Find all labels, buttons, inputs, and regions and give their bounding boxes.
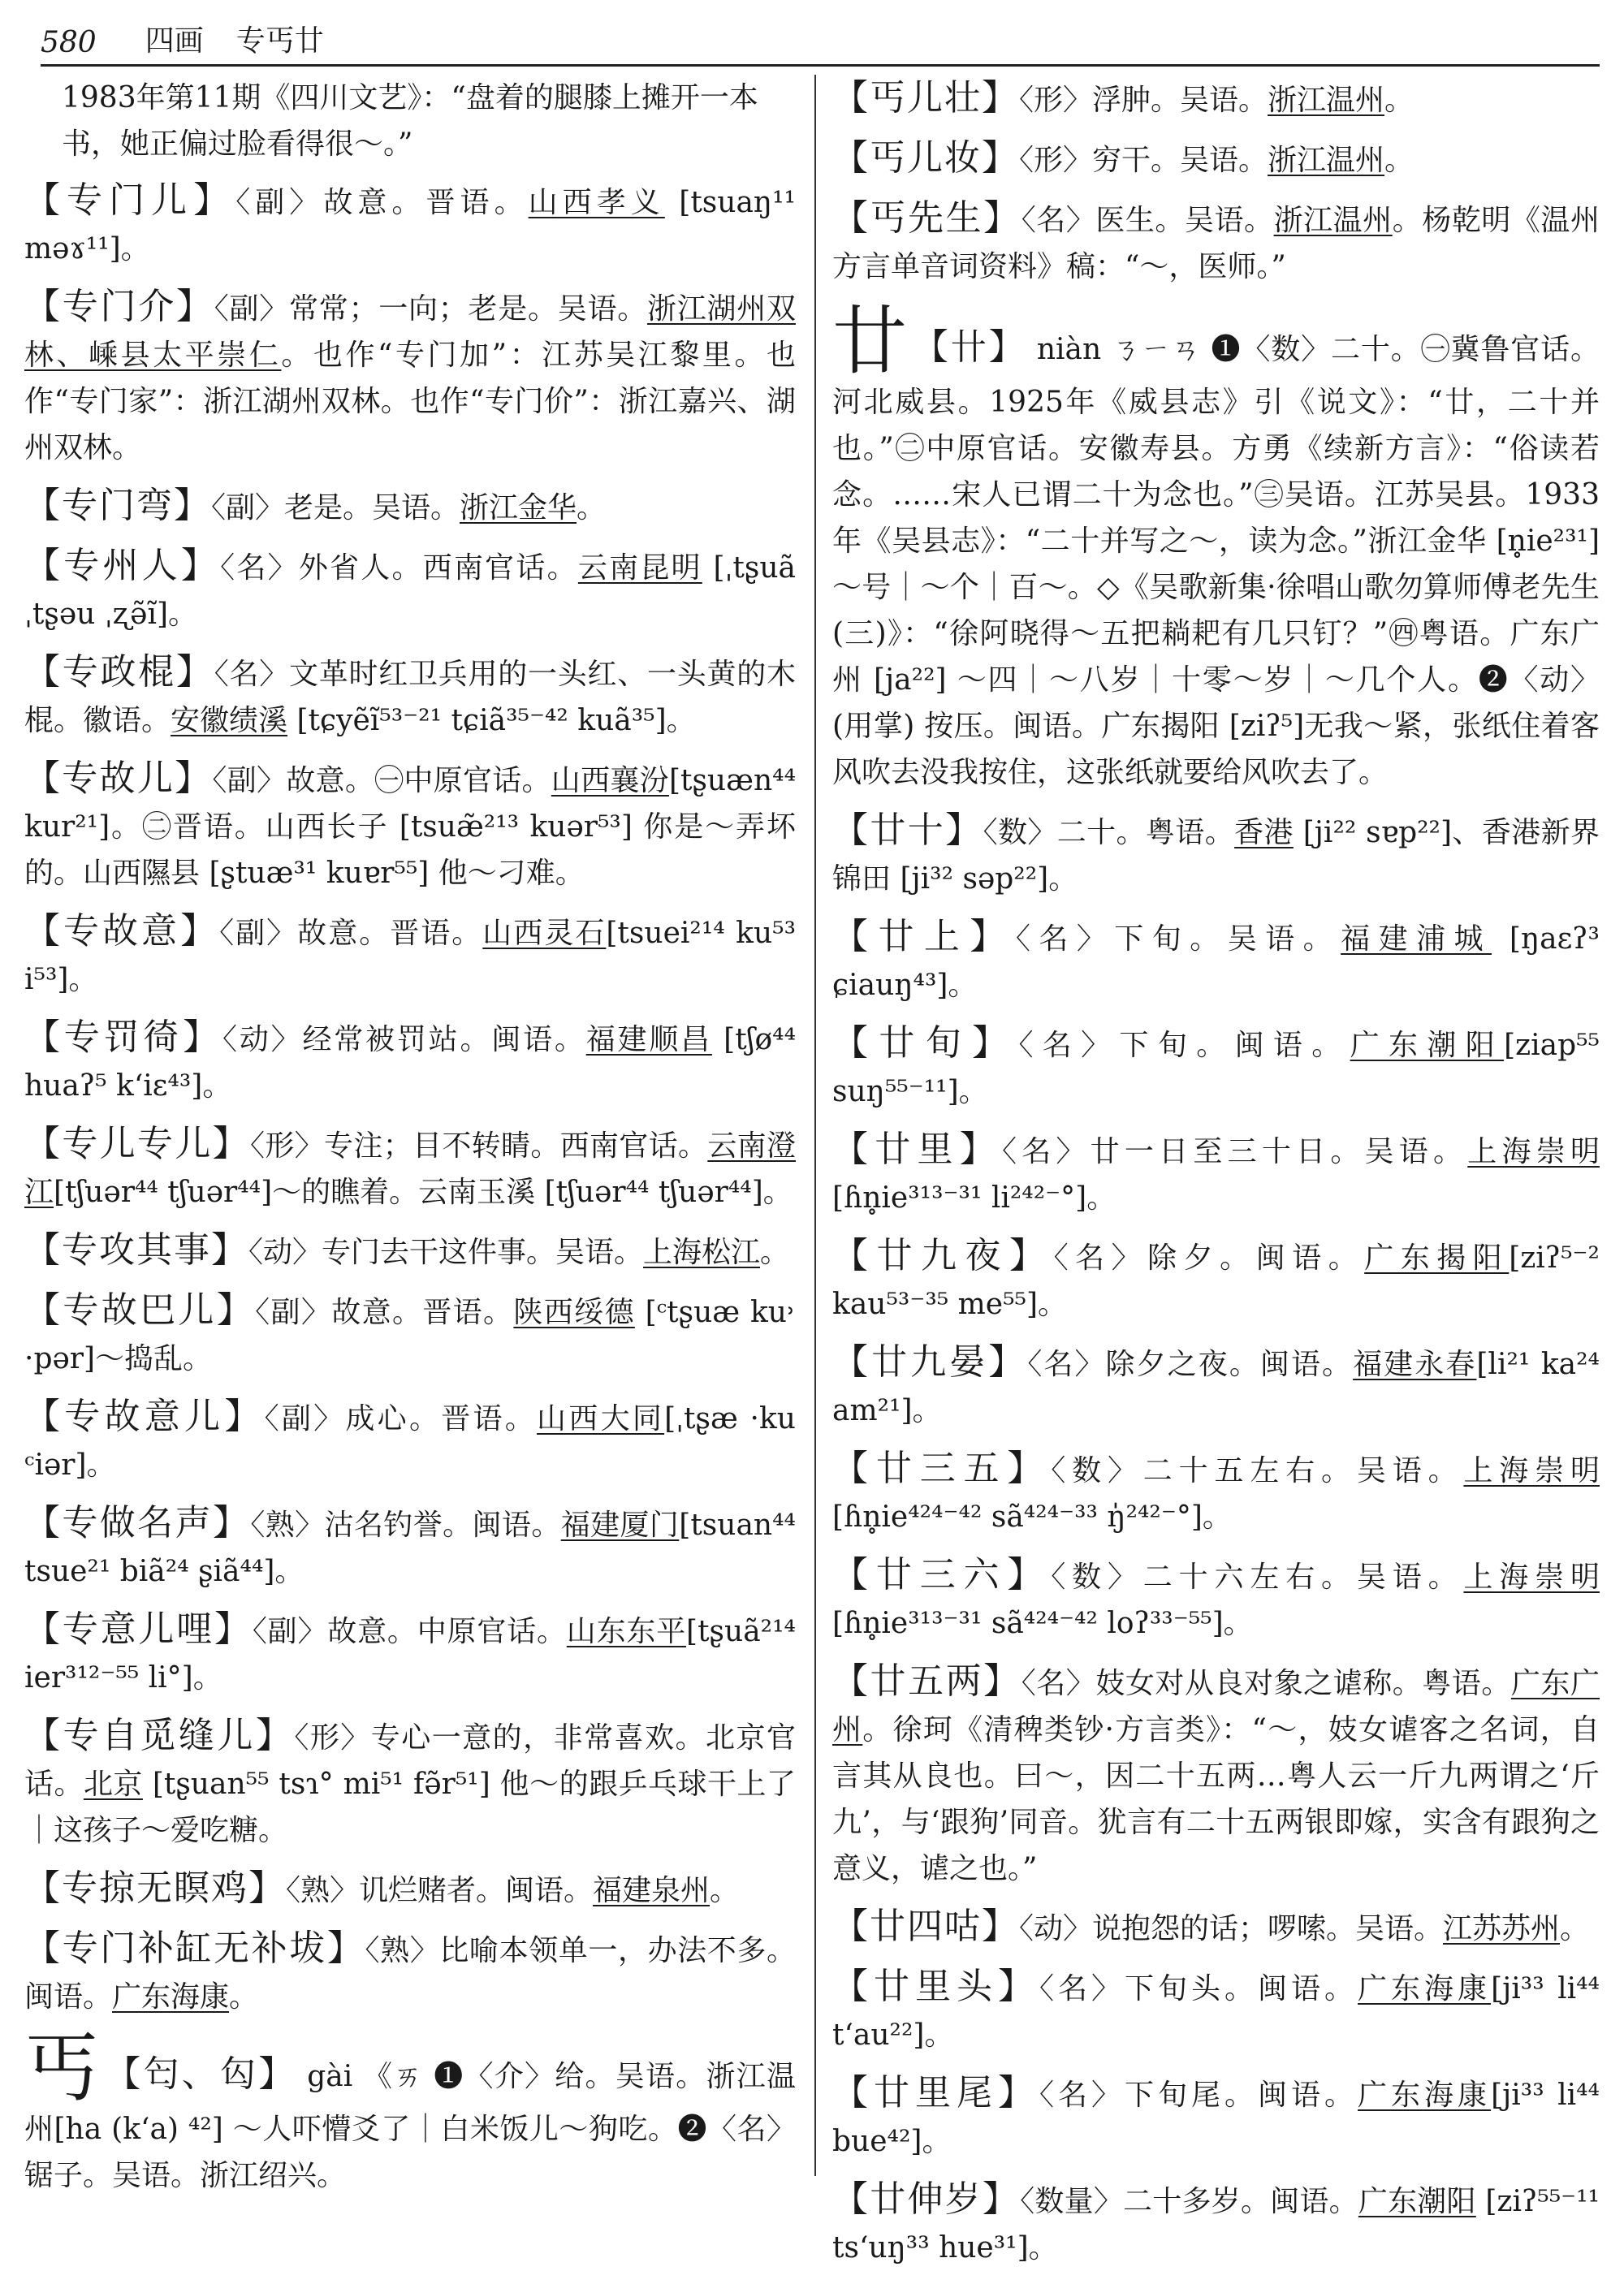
definition: 〈数量〉二十多岁。闽语。 [1020,2185,1358,2218]
headword: 【卄】 [912,326,1027,368]
place-name: 上海崇明 [1463,1561,1600,1594]
place-name: 广东海康 [1358,2079,1492,2112]
entry-detail: [ji²² sɐp²²]、香港新界锦田 [ji³² səp²²]。 [832,816,1600,896]
place-name: 浙江温州 [1268,144,1385,177]
headword: 【专做名声】 [24,1502,251,1544]
headword: 【丐先生】 [832,197,1021,239]
dictionary-entry [832,1126,1600,1221]
place-name: 广东潮阳 [1350,1029,1505,1062]
definition: 〈名〉文革时红卫兵用的一头红、一头黄的木棍。徽语。 [24,658,796,737]
place-name: 福建厦门 [560,1509,680,1542]
definition: 〈名〉下旬尾。闽语。 [1039,2079,1358,2112]
pinyin: gài [307,2060,353,2093]
dictionary-entry [832,1233,1600,1328]
place-name: 福建顺昌 [585,1023,712,1056]
headword: 【专掠无瞑鸡】 [24,1867,286,1909]
headword: 【专门儿】 [24,179,236,221]
headword: 【丐儿妆】 [832,137,1019,179]
definition: 〈副〉故意。中原官话。 [252,1615,567,1648]
headword: 【专自觅缝儿】 [24,1715,295,1756]
headword: 【廿里】 [832,1129,1002,1170]
headword: 【专政棍】 [24,651,214,693]
page-header [41,16,1600,67]
headword: 【专州人】 [24,545,221,586]
definition: 〈名〉妓女对从良对象之谑称。粤语。 [1021,1667,1511,1700]
place-name: 安徽绩溪 [171,704,288,737]
entry-detail: 。也作“专门加”：江苏吴江黎里。也作“专门家”：浙江湖州双林。也作“专门价”：浙江嘉兴、湖州双林。 [24,339,796,464]
definition: 〈副〉常常；一向；老是。吴语。 [214,292,647,326]
definition: 〈副〉成心。晋语。 [264,1402,538,1436]
dictionary-entry [24,755,796,896]
headword: 【廿九夜】 [832,1235,1054,1276]
dictionary-entry [24,1393,796,1488]
definition: 〈副〉故意。晋语。 [235,186,529,219]
definition: 〈动〉说抱怨的话；啰嗦。吴语。 [1019,1912,1444,1945]
place-name: 广东海康 [1358,1972,1492,2005]
entry-detail: 。杨乾明《温州方言单音词资料》稿：“～，医师。” [832,204,1600,283]
dictionary-entry [832,807,1600,902]
dictionary-entry [24,1606,796,1701]
entry-detail: [tsuaŋ¹¹ məɤ¹¹]。 [24,186,796,266]
place-name: 北京 [83,1768,143,1801]
place-name: 广东揭阳 [1364,1241,1510,1275]
headword: 【廿伸岁】 [832,2178,1021,2220]
left-column [24,75,797,2192]
dictionary-entry [24,1712,796,1854]
entry-detail: [tsuei²¹⁴ ku⁵³ i⁵³]。 [24,917,797,996]
dictionary-entry [832,1339,1600,1434]
place-name: 山西襄汾 [551,764,669,797]
definition: 〈熟〉讥烂赌者。闽语。 [286,1874,594,1907]
place-name: 浙江温州 [1273,204,1393,237]
place-name: 上海松江 [643,1236,761,1269]
entry-detail: [ziʔ⁵⁵⁻¹¹ ts‘uŋ³³ hue³¹]。 [832,2185,1600,2265]
dictionary-entry [24,1925,796,2020]
zhuyin: ㄋㄧㄢ [1111,333,1202,366]
definition: 〈名〉医生。吴语。 [1021,204,1274,237]
definition: ❶〈数〉二十。㊀冀鲁官话。河北威县。1925年《威县志》引《说文》：“廿，二十并也。”㊁中原官话。安徽寿县。方勇《续新方言》：“俗读若念。……宋人已谓二十为念也。”㊂吴语。江苏吴县。1933年《吴县志》：“二十并写之～，读为念。”浙江金华 [n̥ie²³¹] ～号｜～个｜百～。◇《吴歌新集·徐唱山歌勿算师傅老先生(三)》：“徐阿晓得～五把耥耙有几只钉？”㊃粤语。广东广州 [ja²²] ～四｜～八岁｜十零～岁｜～几个人。❷〈动〉(用掌) 按压。闽语。广东揭阳 [ziʔ⁵]无我～紧，张纸住着客风吹去没我按住，这张纸就要给风吹去了。 [832,333,1600,789]
headword: 【专意儿哩】 [24,1608,253,1650]
place-name: 山西大同 [537,1402,665,1436]
headword: 【廿三五】 [832,1448,1052,1489]
right-column [832,75,1600,2265]
entry-detail: 。 [760,1236,790,1269]
dictionary-entry [24,1120,796,1215]
headword: 【丐儿壮】 [832,77,1019,119]
headword: 【专门补缸无补坺】 [24,1928,365,1969]
pinyin: niàn [1036,333,1102,366]
zhuyin: 《ㄞ [362,2060,424,2093]
left-entry-list [24,177,796,2020]
right-entry-list-top [832,75,1600,290]
place-name: 浙江湖州双林、嵊县太平崇仁 [24,292,796,372]
place-name: 福建永春 [1353,1348,1477,1381]
definition: 〈数〉二十五左右。吴语。 [1051,1454,1464,1487]
definition: 〈形〉穷干。吴语。 [1019,144,1268,177]
entry-detail: [ˌtʂuã ˌtʂəu ˌʐə̃ĩ]。 [24,551,796,631]
dictionary-entry [24,283,796,471]
dictionary-entry [24,1014,796,1109]
entry-detail: [tʃø⁴⁴ huaʔ⁵ k‘iɛ⁴³]。 [24,1023,797,1103]
place-name: 云南澄江 [24,1129,796,1209]
definition: 〈动〉专门去干这件事。吴语。 [248,1236,644,1269]
entry-detail: [ji³³ li⁴⁴ bue⁴²]。 [832,2079,1600,2158]
definition: 〈名〉除夕。闽语。 [1053,1241,1365,1275]
headword: 【专儿专儿】 [24,1123,250,1164]
continuation-text: 1983年第11期《四川文艺》：“盘着的腿膝上摊开一本书，她正偏过脸看得很～。” [62,81,758,161]
definition: 〈形〉专心一意的，非常喜欢。北京官话。 [24,1721,796,1801]
char-gai: 丐 [24,2025,101,2112]
definition: 〈名〉除夕之夜。闽语。 [1027,1348,1354,1381]
dictionary-entry [24,1227,796,1276]
char-entry-gai [24,2025,796,2199]
dictionary-entry [24,1500,796,1595]
definition: ❶〈介〉给。吴语。浙江温州[ha (k‘a) ⁴²] ～人吓懵爻了｜白米饭儿～狗吃。❷〈名〉锯子。吴语。浙江绍兴。 [24,2060,796,2192]
place-name: 山西孝义 [528,186,665,219]
dictionary-entry [832,2176,1600,2271]
definition: 〈副〉故意。晋语。 [219,917,483,950]
page-number: 580 [41,26,97,59]
dictionary-entry [832,1903,1600,1952]
headword: 【专故意儿】 [24,1396,265,1437]
entry-detail: 。 [710,1874,740,1907]
headword: 【专门介】 [24,286,214,327]
entry-detail: [tsuan⁴⁴ tsue²¹ biã²⁴ ʂiã⁴⁴]。 [24,1509,796,1588]
entry-detail: [tʂuã²¹⁴ ier³¹²⁻⁵⁵ li°]。 [24,1615,796,1695]
entry-detail: [ˌtʂæ ·ku ᶜiər]。 [24,1402,796,1482]
headword: 【廿旬】 [832,1022,1019,1064]
entry-detail: 。 [1560,1912,1590,1945]
definition: 〈动〉经常被罚站。闽语。 [222,1023,586,1056]
headword: 【匄、匃】 [105,2053,297,2095]
definition: 〈副〉老是。吴语。 [211,491,460,525]
place-name: 福建浦城 [1341,922,1492,956]
place-name: 陕西绥德 [513,1296,635,1329]
headword: 【专故意】 [24,910,220,952]
headword: 【专故儿】 [24,758,213,799]
entry-detail: [tʂuan⁵⁵ tsɿ° mi⁵¹ fə̃r⁵¹] 他～的跟乒乓球干上了｜这孩子～爱吃糖。 [24,1768,796,1847]
entry-detail: [ziʔ⁵⁻² kau⁵³⁻³⁵ me⁵⁵]。 [832,1241,1600,1321]
headword: 【专门弯】 [24,485,211,526]
dictionary-entry [24,1287,796,1382]
headword: 【专罚徛】 [24,1017,223,1058]
headword: 【专故巴儿】 [24,1289,256,1331]
place-name: 浙江金华 [460,491,577,525]
definition: 〈名〉廿一日至三十日。吴语。 [1001,1135,1468,1168]
entry-detail: [ji³³ li⁴⁴ t‘au²²]。 [832,1972,1600,2052]
headword: 【专攻其事】 [24,1229,248,1271]
entry-detail: [tɕyẽĩ⁵³⁻²¹ tɕiã³⁵⁻⁴² kuã³⁵]。 [287,704,696,737]
char-nian: 廿 [832,298,908,385]
headword: 【廿十】 [832,810,983,851]
definition: 〈数〉二十六左右。吴语。 [1051,1561,1464,1594]
dictionary-entry [832,2070,1600,2165]
dictionary-entry [24,908,796,1003]
char-entry-nian [832,298,1600,796]
definition: 〈名〉下旬。闽语。 [1018,1029,1350,1062]
definition: 〈熟〉沽名钓誉。闽语。 [250,1509,561,1542]
entry-detail: 。 [1384,84,1415,117]
entry-detail: [ɦn̥ie³¹³⁻³¹ sã⁴²⁴⁻⁴² loʔ³³⁻⁵⁵]。 [832,1607,1253,1640]
place-name: 广东潮阳 [1358,2185,1476,2218]
header-chars: 专丐廿 [235,24,324,58]
entry-detail: 。 [1384,144,1415,177]
headword: 【廿四咕】 [832,1906,1019,1947]
entry-detail: 。徐珂《清稗类钞·方言类》：“～，妓女谑客之名词，自言其从良也。曰～，因二十五两…粤人云一斤九两谓之‘斤九’，与‘跟狗’同音。犹言有二十五两银即嫁，实含有跟狗之意义，谑之也。” [832,1713,1600,1885]
dictionary-entry [24,482,796,531]
place-name: 福建泉州 [593,1874,710,1907]
definition: 〈名〉下旬。吴语。 [1015,922,1341,956]
entry-detail: [ɦn̥ie⁴²⁴⁻⁴² sã⁴²⁴⁻³³ ŋ̍²⁴²⁻°]。 [832,1500,1232,1534]
dictionary-entry [832,1552,1600,1647]
right-entry-list-bottom [832,807,1600,2271]
dictionary-entry [832,1020,1600,1115]
definition: 〈熟〉比喻本领单一，办法不多。闽语。 [24,1934,796,2014]
dictionary-entry [24,542,796,637]
place-name: 香港 [1234,816,1294,849]
definition: 〈数〉二十。粤语。 [983,816,1235,849]
dictionary-entry [832,75,1600,123]
headword: 【廿里头】 [832,1966,1040,2007]
headword: 【廿五两】 [832,1660,1021,1702]
place-name: 广东广州 [832,1667,1600,1746]
dictionary-entry [24,1865,796,1914]
headword: 【廿里尾】 [832,2072,1040,2113]
place-name: 上海崇明 [1467,1135,1600,1168]
dictionary-entry [24,649,796,744]
entry-detail: [ŋaɛʔ³ ɕiauŋ⁴³]。 [832,922,1600,1002]
place-name: 广东海康 [112,1980,230,2014]
section-label: 四画 [145,24,204,58]
place-name: 云南昆明 [577,551,702,585]
entry-detail: [li²¹ ka²⁴ am²¹]。 [832,1348,1600,1427]
definition: 〈副〉故意。㊀中原官话。 [212,764,551,797]
headword: 【廿九晏】 [832,1341,1028,1383]
definition: 〈名〉外省人。西南官话。 [220,551,578,585]
place-name: 江苏苏州 [1443,1912,1561,1945]
entry-detail: [ᶜtʂuæ ku˒ ·pər]～捣乱。 [24,1296,796,1375]
dictionary-entry [832,913,1600,1008]
dictionary-entry [832,1445,1600,1540]
definition: 〈形〉专注；目不转睛。西南官话。 [250,1129,708,1163]
entry-detail: [tʃuər⁴⁴ tʃuər⁴⁴]～的瞧着。云南玉溪 [tʃuər⁴⁴ tʃuər⁴⁴]。 [54,1176,793,1209]
entry-detail: 。 [577,491,607,525]
place-name: 浙江温州 [1268,84,1385,117]
entry-detail: [ziap⁵⁵ suŋ⁵⁵⁻¹¹]。 [832,1029,1600,1108]
dictionary-entry [832,1963,1600,2058]
column-divider [814,75,816,2176]
entry-detail: [tʂuæn⁴⁴ kur²¹]。㊁晋语。山西长子 [tsuæ̃²¹³ kuər⁵³] 你是～弄坏的。山西隰县 [ʂtuæ³¹ kuɐr⁵⁵] 他～刁难。 [24,764,796,890]
dictionary-entry [24,177,796,272]
definition: 〈形〉浮肿。吴语。 [1019,84,1268,117]
place-name: 上海崇明 [1463,1454,1600,1487]
headword: 【廿三六】 [832,1554,1052,1595]
entry-detail: 。 [229,1980,259,2014]
place-name: 山东东平 [566,1615,687,1648]
headword: 【廿上】 [832,916,1016,957]
definition: 〈名〉下旬头。闽语。 [1039,1972,1358,2005]
definition: 〈副〉故意。晋语。 [255,1296,514,1329]
entry-detail: [ɦn̥ie³¹³⁻³¹ li²⁴²⁻°]。 [832,1181,1116,1215]
place-name: 山西灵石 [482,917,607,950]
dictionary-entry [832,1658,1600,1892]
dictionary-entry [832,195,1600,290]
dictionary-entry [832,135,1600,183]
